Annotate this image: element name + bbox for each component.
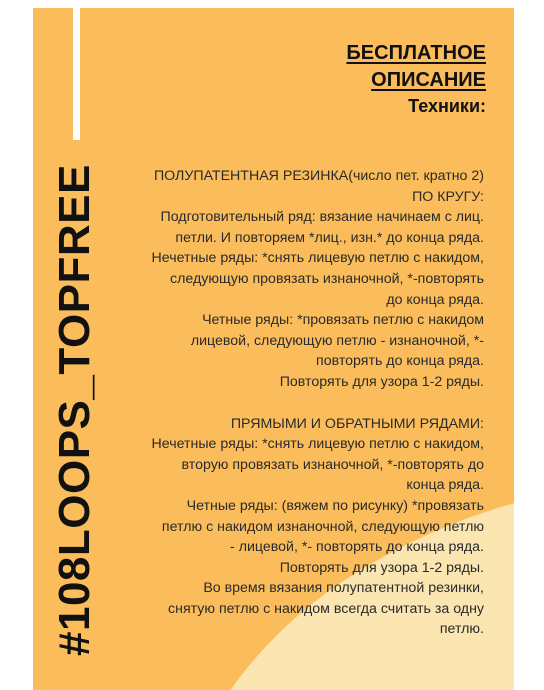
text-line: лицевой, следующую петлю - изнаночной, *- [190, 332, 484, 349]
hashtag-text: #108LOOPS_TOPFREE [50, 164, 99, 656]
section-half-cardigan-round [104, 166, 484, 393]
text-line: повторять до конца ряда. [316, 353, 484, 370]
text-line: до конца ряда. [386, 291, 484, 308]
text-line: конца ряда. [406, 477, 484, 494]
text-line: Подготовительный ряд: вязание начинаем с лиц. [160, 209, 484, 226]
text-line: петли. И повторяем *лиц., изн.* до конца ряда. [175, 229, 484, 246]
text-line: Четные ряды: *провязать петлю с накидом [202, 312, 484, 329]
title-line-2: ОПИСАНИЕ [371, 69, 486, 91]
text-line: Во время вязания полупатентной резинки, [203, 580, 484, 597]
text-line: ПОЛУПАТЕНТНАЯ РЕЗИНКА(число пет. кратно 2) [153, 168, 484, 184]
text-line: ПО КРУГУ: [412, 188, 484, 205]
text-line: Нечетные ряды: *снять лицевую петлю с накидом, [151, 436, 484, 453]
section-spacer [104, 393, 484, 414]
section-back-and-forth [104, 414, 484, 641]
text-line: вторую провязать изнаночной, *-повторять до [181, 456, 484, 473]
text-line: ПРЯМЫМИ И ОБРАТНЫМИ РЯДАМИ: [230, 415, 484, 432]
description-card [33, 8, 514, 690]
text-line: Четные ряды: (вяжем по рисунку) *провязать [186, 497, 484, 514]
title-line-1: БЕСПЛАТНОЕ [346, 42, 486, 64]
text-line: петлю. [439, 621, 484, 638]
text-line: следующую провязать изнаночной, *-повторять [170, 270, 484, 287]
text-line: снятую петлю с накидом всегда считать за одну [168, 600, 484, 617]
header-block [346, 40, 486, 118]
text-line: Повторять для узора 1-2 ряды. [279, 373, 484, 390]
hashtag-container [47, 8, 103, 656]
text-line: - лицевой, *- повторять до конца ряда. [230, 539, 484, 556]
text-line: петлю с накидом изнаночной, следующую петлю [161, 518, 484, 535]
text-line: Нечетные ряды: *снять лицевую петлю с накидом, [151, 250, 484, 267]
subtitle: Техники: [408, 96, 486, 116]
instructions-body [104, 166, 484, 640]
text-line: Повторять для узора 1-2 ряды. [279, 559, 484, 576]
